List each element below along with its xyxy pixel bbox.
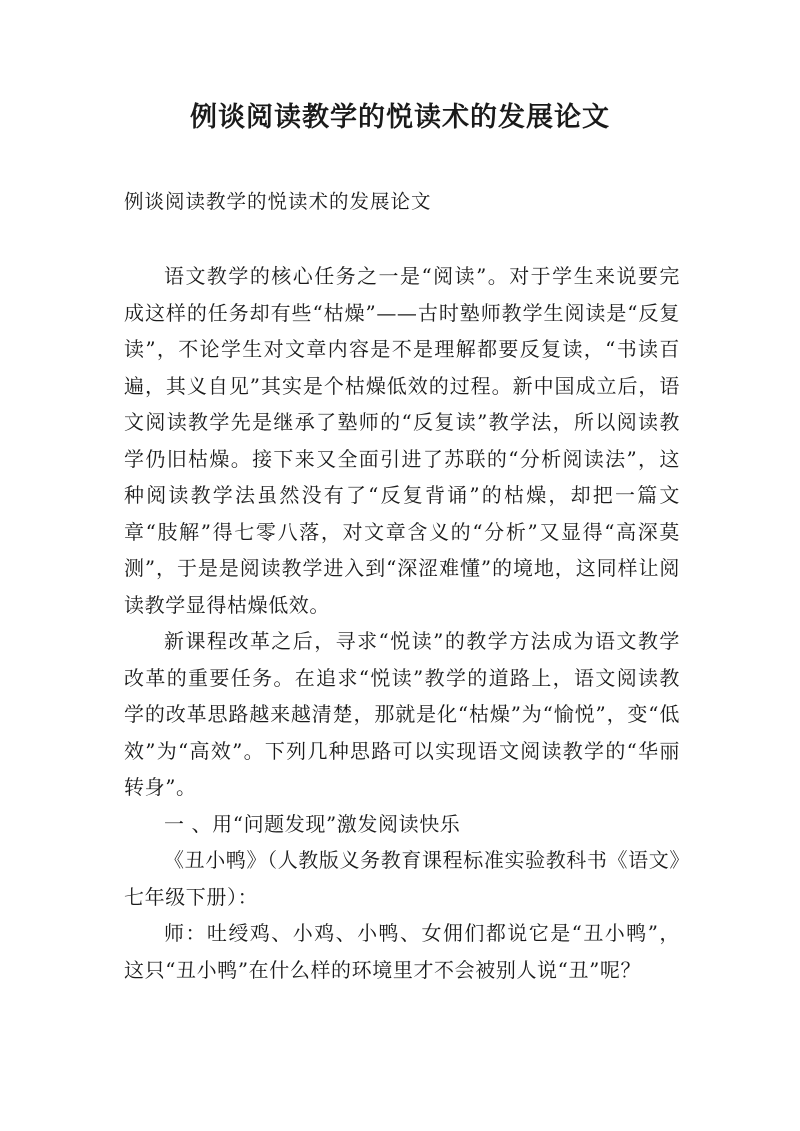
paragraph-textbook-reference: 《丑小鸭》（人教版义务教育课程标准实验教科书《语文》七年级下册）： [124, 848, 680, 909]
section-heading-one: 一 、用“问题发现”激发阅读快乐 [164, 811, 461, 836]
paragraph-reform: 新课程改革之后，寻求“悦读”的教学方法成为语文教学改革的重要任务。在追求“悦读”教学的道路上，语文阅读教学的改革思路越来越清楚，那就是化“枯燥”为“愉悦”，变“低效”为“高效”。下列几种思路可以实现语文阅读教学的“华丽转身”。 [124, 629, 680, 799]
document-subtitle: 例谈阅读教学的悦读术的发展论文 [124, 190, 432, 213]
paragraph-intro: 语文教学的核心任务之一是“阅读”。对于学生来说要完成这样的任务却有些“枯燥”——古时塾师教学生阅读是“反复读”，不论学生对文章内容是不是理解都要反复读，“书读百遍，其义自见”其实是个枯燥低效的过程。新中国成立后，语文阅读教学先是继承了塾师的“反复读”教学法，所以阅读教学仍旧枯燥。接下来又全面引进了苏联的“分析阅读法”，这种阅读教学法虽然没有了“反复背诵”的枯燥，却把一篇文章“肢解”得七零八落，对文章含义的“分析”又显得“高深莫测”，于是是阅读教学进入到“深涩难懂”的境地，这同样让阅读教学显得枯燥低效。 [124, 264, 680, 617]
paragraph-teacher-question: 师：吐绶鸡、小鸡、小鸭、女佣们都说它是“丑小鸭”，这只“丑小鸭”在什么样的环境里才不会被别人说“丑”呢？ [124, 921, 680, 982]
document-title: 例谈阅读教学的悦读术的发展论文 [190, 102, 610, 133]
document-body [124, 258, 680, 988]
